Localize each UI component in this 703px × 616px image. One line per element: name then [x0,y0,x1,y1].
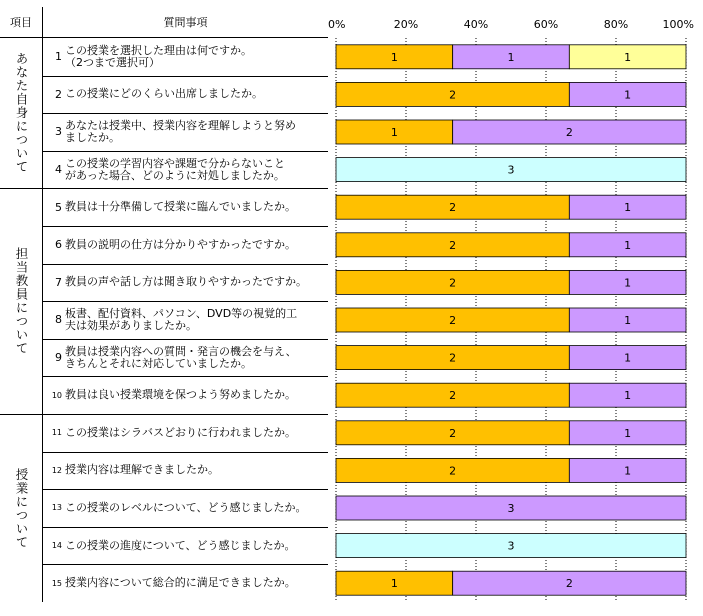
question-text: 教員の説明の仕方は分かりやすかったですか。 [65,237,296,251]
bar-segment-label: 1 [390,126,398,139]
question-number: 4 [55,163,62,177]
question-text: 教員は授業内容への質問・発言の機会を与え、 きちんとそれに対応していましたか。 [65,344,297,370]
question-text: この授業を選択した理由は何ですか。 （2つまで選択可） [65,43,252,69]
question-number: 10 [51,390,62,400]
row-divider [43,226,328,227]
bar-segment-label: 1 [624,50,632,64]
bar-segment-label: 1 [624,276,632,290]
bar-segment-label: 2 [449,276,457,290]
question-number: 12 [51,465,62,475]
x-tick-label: 80% [603,18,629,31]
question-row [43,264,328,302]
question-row [43,226,328,264]
category-header: 項目 [0,7,43,38]
row-divider [43,188,328,189]
bar-segment-label: 3 [507,502,515,515]
x-tick-label: 40% [463,18,489,31]
row-divider [43,264,328,265]
bar-segment-label: 1 [624,238,632,252]
question-text: 教員の声や話し方は聞き取りやすかったですか。 [65,275,307,289]
category-label: 授業について [14,467,29,549]
question-text: この授業の学習内容や課題で分からないこと があった場合、どのように対処しましたか。 [65,156,285,182]
x-tick-label: 0% [328,18,346,31]
bar-segment-label: 1 [390,50,398,64]
bar-segment-label: 2 [449,426,457,440]
category-label: あなた自身について [14,52,29,174]
question-header: 質問事項 [43,7,328,38]
row-divider [43,452,328,453]
question-row [43,38,328,76]
question-row [43,151,328,189]
question-number: 7 [55,275,62,289]
question-row [43,489,328,527]
category-3 [0,414,43,602]
category-1 [0,38,43,188]
bar-segment-label: 1 [507,50,515,64]
bar-segment-label: 1 [624,426,632,440]
row-divider [43,564,328,565]
stacked-bar-chart [328,0,703,616]
bar-segment-label: 2 [449,314,457,327]
question-text: 板書、配付資料、パソコン、DVD等の視覚的工 夫は効果がありましたか。 [65,306,298,332]
category-2 [0,188,43,414]
question-row [43,188,328,226]
question-text: あなたは授業中、授業内容を理解しようと努め ましたか。 [65,118,296,144]
bar-segment-label: 3 [507,163,515,177]
bar-segment-label: 3 [507,539,515,553]
bar-segment-label: 2 [449,238,457,252]
bar-segment-label: 1 [390,577,398,591]
question-text: 教員は良い授業環境を保つよう努めましたか。 [65,388,296,402]
x-tick-label: 100% [662,18,694,31]
question-number: 14 [51,541,62,551]
question-number: 3 [55,125,62,139]
bar-segment-label: 2 [449,351,457,365]
row-divider [43,489,328,490]
row-divider [43,76,328,77]
question-row [43,301,328,339]
category-divider [0,188,43,189]
row-divider [43,339,328,340]
row-divider [43,301,328,302]
bar-segment-label: 2 [449,464,457,478]
bar-segment-label: 1 [624,389,632,403]
bar-segment-label: 2 [449,201,457,215]
question-text: この授業のレベルについて、どう感じましたか。 [65,500,307,514]
question-number: 6 [55,238,62,252]
question-row [43,339,328,377]
question-row [43,414,328,452]
question-row [43,376,328,414]
category-divider [0,414,43,415]
question-number: 9 [55,351,62,365]
row-divider [43,113,328,114]
question-row [43,452,328,490]
question-number: 1 [55,50,62,64]
row-divider [43,414,328,415]
question-row [43,113,328,151]
bar-segment-label: 2 [449,389,457,403]
bar-segment-label: 2 [565,126,573,139]
question-text: この授業の進度について、どう感じましたか。 [65,538,296,552]
question-text: 教員は十分準備して授業に臨んでいましたか。 [65,200,296,214]
question-number: 13 [51,503,62,513]
question-text: この授業にどのくらい出席しましたか。 [65,87,263,101]
bar-segment-label: 1 [624,351,632,365]
question-text: この授業はシラバスどおりに行われましたか。 [65,425,296,439]
x-tick-label: 60% [533,18,559,31]
bar-segment-label: 2 [565,577,573,591]
question-number: 2 [55,87,62,101]
question-number: 11 [51,428,62,438]
bar-segment-label: 1 [624,201,632,215]
bar-segment-label: 1 [624,314,632,327]
question-text: 授業内容は理解できましたか。 [65,463,219,477]
category-label: 担当教員について [14,247,29,356]
question-row [43,76,328,114]
question-table [0,0,328,616]
x-tick-label: 20% [393,18,419,31]
bar-segment-label: 1 [624,464,632,478]
question-number: 5 [55,200,62,214]
row-divider [43,376,328,377]
bar-segment-label: 2 [449,88,457,102]
question-number: 15 [51,578,62,588]
question-row [43,527,328,565]
question-number: 8 [55,313,62,327]
row-divider [43,151,328,152]
question-text: 授業内容について総合的に満足できましたか。 [65,576,296,590]
row-divider [43,527,328,528]
question-row [43,564,328,602]
bar-segment-label: 1 [624,88,632,102]
